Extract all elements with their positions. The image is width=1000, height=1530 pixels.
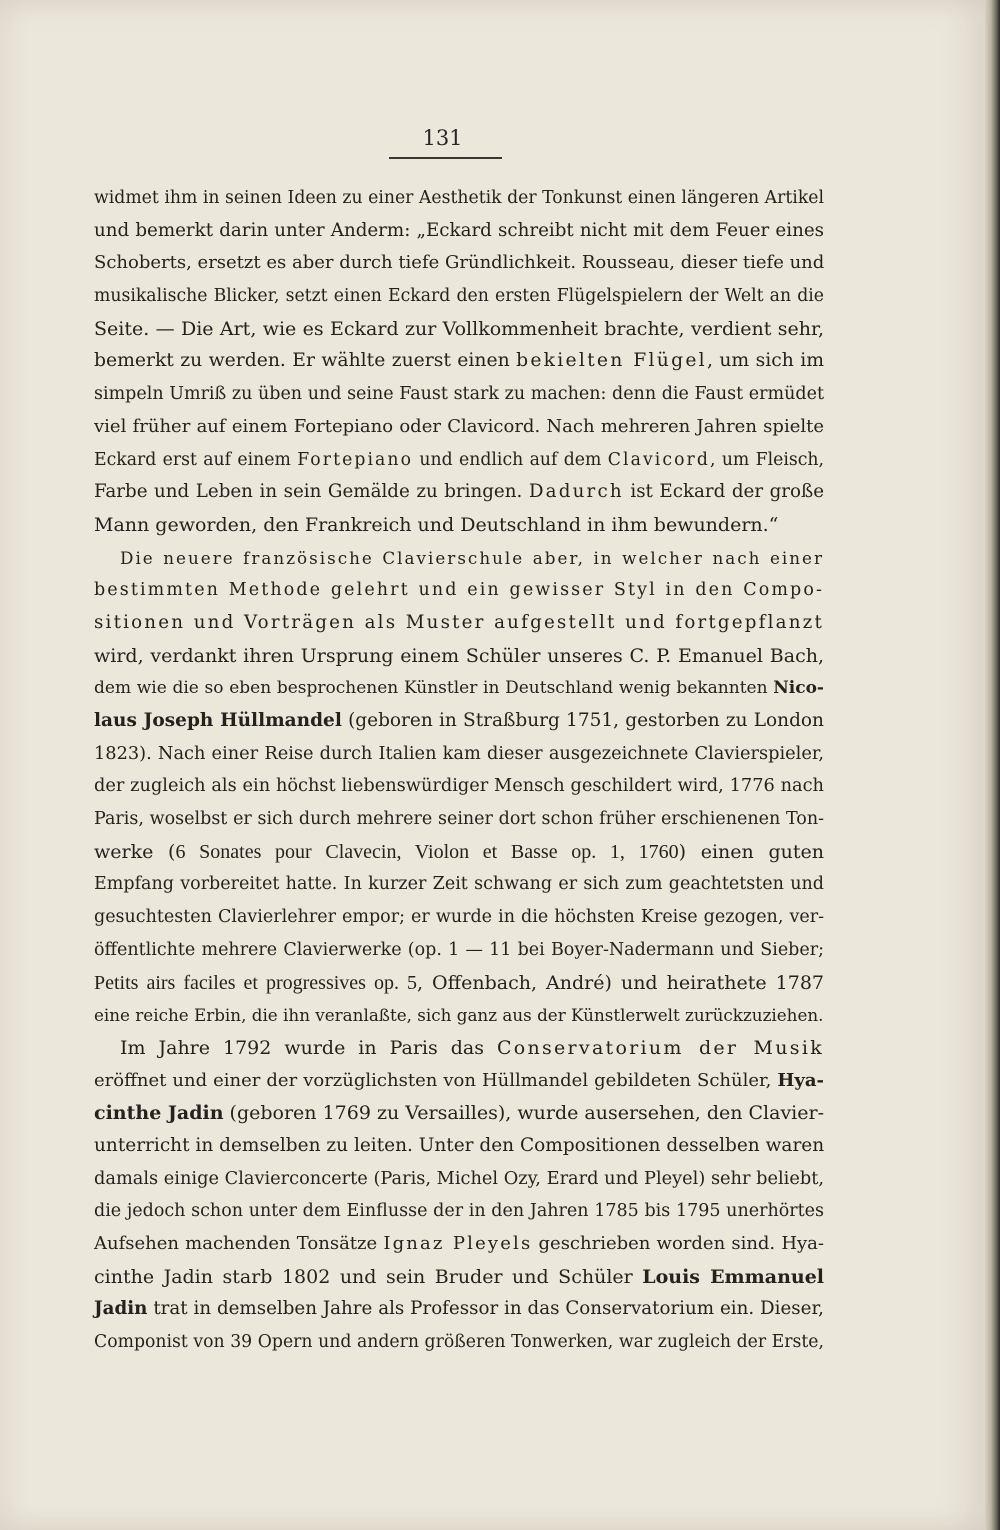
- header-rule: [389, 157, 502, 159]
- text-line: [94, 313, 824, 346]
- text-run: laus Joseph Hüllmandel: [94, 710, 342, 731]
- text-line: [94, 934, 824, 967]
- text-run: dem wie die so eben besprochenen Künstler in Deutschland wenig bekannten: [94, 678, 774, 699]
- text-line: [94, 770, 824, 803]
- text-run: 6 Sonates pour Clavecin, Violon et Basse op. 1, 1760: [175, 840, 679, 863]
- text-line: [94, 1261, 824, 1294]
- text-line: [94, 509, 824, 542]
- text-run: werke (: [94, 840, 176, 863]
- text-run: eine reiche Erbin, die ihn veranlaßte, sich ganz aus der Künstlerwelt zurückzuziehen.: [94, 1005, 824, 1026]
- text-run: Seite. — Die Art, wie es Eckard zur Vollkommenheit brachte, verdient sehr,: [94, 317, 824, 340]
- text-run: viel früher auf einem Fortepiano oder Clavicord. Nach mehreren Jahren spielte: [94, 415, 824, 437]
- text-line: [94, 967, 824, 1000]
- text-run: Paris, woselbst er sich durch mehrere seiner dort schon früher erschienenen Ton-: [94, 809, 824, 830]
- text-line: [94, 1163, 824, 1196]
- text-line: [94, 836, 824, 869]
- text-run: und endlich auf dem: [413, 449, 608, 470]
- text-run: wird, verdankt ihren Ursprung einem Schüler unseres C. P. Emanuel Bach,: [94, 644, 824, 667]
- text-line: [94, 705, 824, 738]
- text-run: eröffnet und einer der vorzüglichsten von Hüllmandel gebildeten Schüler,: [94, 1069, 778, 1091]
- text-run: musikalische Blicker, setzt einen Eckard den ersten Flügelspielern der Welt an die: [94, 286, 824, 307]
- text-line: [94, 215, 824, 248]
- text-line: [94, 247, 824, 280]
- text-run: Mann geworden, den Frankreich und Deutschland in ihm bewundern.“: [94, 513, 779, 536]
- text-run: Nico-: [773, 678, 824, 699]
- text-line: [94, 1195, 824, 1228]
- text-run: Jadin: [94, 1298, 148, 1320]
- text-line: [94, 411, 824, 444]
- text-line: [94, 1032, 824, 1065]
- text-line: [94, 868, 824, 901]
- text-run: Ignaz Pleyels: [383, 1233, 533, 1254]
- text-line: [94, 672, 824, 705]
- text-run: Clavicord: [607, 449, 710, 470]
- text-run: die jedoch schon unter dem Einflusse der in den Jahren 1785 bis 1795 unerhörtes: [94, 1201, 824, 1222]
- text-run: , um Fleisch,: [709, 449, 824, 470]
- text-line: [94, 640, 824, 673]
- text-run: und bemerkt darin unter Anderm: „Eckard schreibt nicht mit dem Feuer eines: [94, 219, 824, 241]
- text-run: Aufsehen machenden Tonsätze: [94, 1233, 384, 1254]
- text-run: Farbe und Leben in sein Gemälde zu bringen.: [94, 481, 529, 503]
- text-line: [94, 1326, 824, 1359]
- text-line: [94, 1228, 824, 1261]
- text-run: Schoberts, ersetzt es aber durch tiefe Gründlichkeit. Rousseau, dieser tiefe und: [94, 252, 825, 274]
- text-line: [94, 607, 824, 640]
- text-run: simpeln Umriß zu üben und seine Faust stark zu machen: denn die Faust ermüdet: [94, 384, 824, 405]
- text-run: (geboren 1769 zu Versailles), wurde ausersehen, den Clavier-: [223, 1102, 825, 1125]
- text-run: Eckard erst auf einem: [94, 449, 298, 470]
- text-run: widmet ihm in seinen Ideen zu einer Aesthetik der Tonkunst einen längeren Artikel: [94, 188, 824, 208]
- text-line: [94, 999, 824, 1032]
- text-run: Petits airs faciles et progressives op. 5: [94, 971, 417, 994]
- text-line: [94, 574, 824, 607]
- text-line: [94, 444, 824, 477]
- text-run: gesuchtesten Clavierlehrer empor; er wurde in die höchsten Kreise gezogen, ver-: [94, 907, 824, 928]
- text-line: [94, 1065, 824, 1098]
- text-line: [94, 476, 824, 509]
- text-line: [94, 182, 824, 215]
- text-line: [94, 1293, 824, 1326]
- page-edge: [985, 0, 1000, 1530]
- text-run: Die neuere französische Clavierschule aber, in welcher nach einer: [120, 547, 824, 568]
- text-run: , Offenbach, André) und heirathete 1787: [416, 971, 825, 994]
- text-line: [94, 1097, 824, 1130]
- text-line: [94, 1130, 824, 1163]
- text-line: [94, 542, 824, 575]
- text-run: trat in demselben Jahre als Professor in das Conservatorium ein. Dieser,: [147, 1298, 824, 1320]
- text-run: cinthe Jadin starb 1802 und sein Bruder und Schüler: [94, 1265, 643, 1288]
- text-run: Conservatorium der Musik: [496, 1036, 824, 1059]
- text-line: [94, 345, 824, 378]
- text-line: [94, 738, 824, 771]
- text-run: geschrieben worden sind. Hya-: [532, 1233, 824, 1254]
- text-run: der zugleich als ein höchst liebenswürdiger Mensch geschildert wird, 1776 nach: [94, 776, 824, 797]
- text-run: öffentlichte mehrere Clavierwerke (op. 1 — 11 bei Boyer-Nadermann und Sieber;: [94, 939, 824, 960]
- text-run: ) einen guten: [678, 840, 824, 863]
- page-number: 131: [422, 126, 463, 150]
- text-line: [94, 378, 824, 411]
- text-line: [94, 280, 824, 313]
- text-run: (geboren in Straßburg 1751, gestorben zu London: [341, 710, 824, 731]
- text-run: sitionen und Vorträgen als Muster aufgestellt und fortgepflanzt: [94, 611, 824, 633]
- text-run: Empfang vorbereitet hatte. In kurzer Zeit schwang er sich zum geachtetsten und: [94, 874, 824, 895]
- text-run: bemerkt zu werden. Er wählte zuerst einen: [94, 350, 517, 372]
- text-line: [94, 901, 824, 934]
- text-run: bekielten Flügel: [516, 350, 707, 372]
- text-run: bestimmten Methode gelehrt und ein gewisser Styl in den Compo-: [94, 580, 824, 601]
- text-run: ist Eckard der große: [623, 481, 824, 503]
- text-run: Componist von 39 Opern und andern größeren Tonwerken, war zugleich der Erste,: [94, 1332, 824, 1353]
- text-run: cinthe Jadin: [94, 1102, 224, 1125]
- text-run: damals einige Clavierconcerte (Paris, Michel Ozy, Erard und Pleyel) sehr beliebt,: [94, 1168, 824, 1189]
- text-run: unterricht in demselben zu leiten. Unter den Compositionen desselben waren: [94, 1134, 825, 1156]
- text-run: Hya-: [777, 1069, 824, 1091]
- text-run: , um sich im: [706, 350, 824, 372]
- text-run: 1823). Nach einer Reise durch Italien kam dieser ausgezeichnete Clavierspieler,: [94, 743, 824, 764]
- text-run: Im Jahre 1792 wurde in Paris das: [120, 1036, 497, 1059]
- text-line: [94, 803, 824, 836]
- body-text: [94, 182, 824, 1359]
- text-run: Fortepiano: [297, 449, 414, 470]
- text-run: Louis Emmanuel: [642, 1265, 825, 1288]
- text-run: Dadurch: [528, 481, 624, 503]
